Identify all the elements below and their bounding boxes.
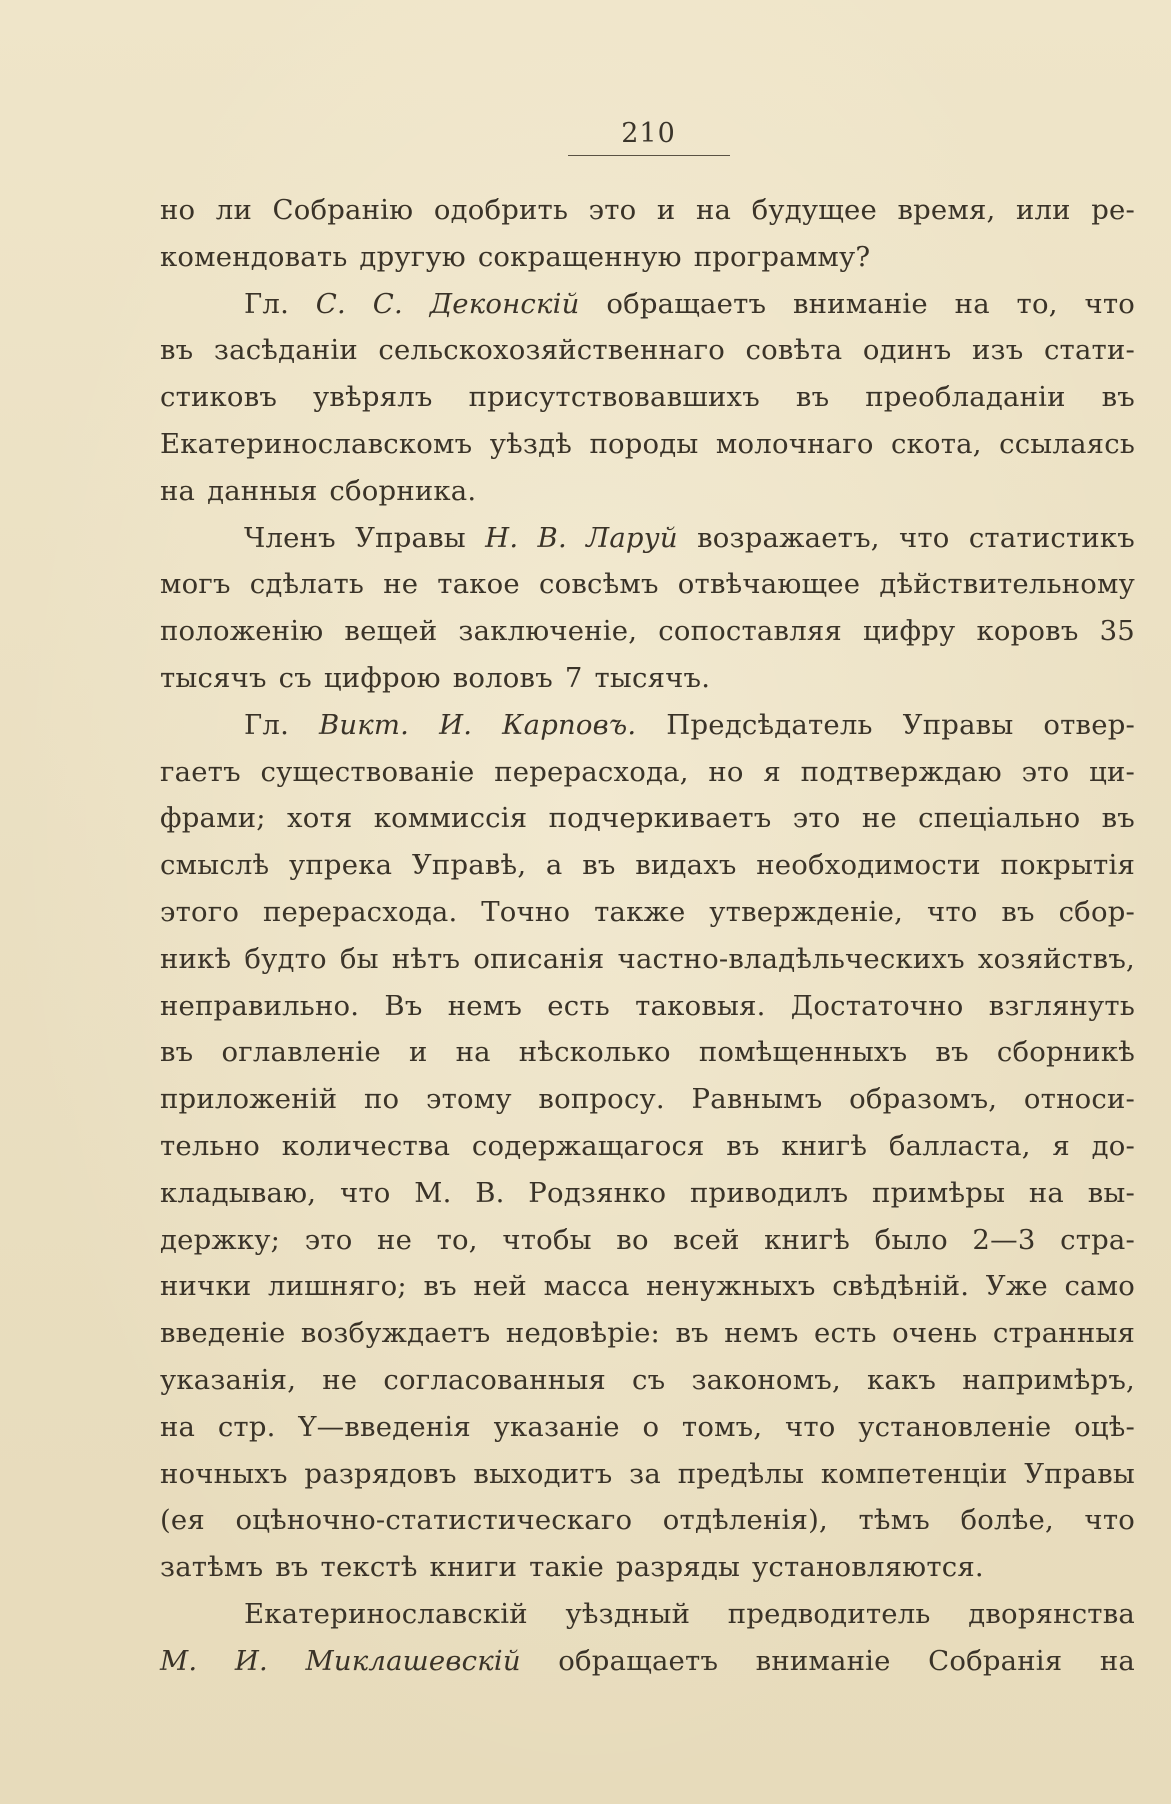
text-segment: возражаетъ, что статистикъ (677, 521, 1136, 554)
text-line: затѣмъ въ текстѣ книги такіе разряды установляются. (160, 1551, 984, 1584)
text-line: стиковъ увѣрялъ присутствовавшихъ въ преобладаніи въ (160, 381, 1135, 414)
body-text (160, 187, 1135, 1685)
page-number: 210 (621, 118, 676, 149)
text-line: указанія, не согласованныя съ закономъ, какъ напримѣръ, (160, 1363, 1135, 1396)
header-rule (568, 155, 730, 156)
text-line: но ли Собранію одобрить это и на будущее время, или ре- (160, 194, 1135, 226)
text-line: тысячъ съ цифрою воловъ 7 тысячъ. (160, 661, 711, 694)
text-line: на данныя сборника. (160, 474, 477, 507)
text-line: этого перерасхода. Точно также утвержденіе, что въ сбор- (160, 895, 1135, 928)
text-line: гаетъ существованіе перерасхода, но я подтверждаю это ци- (160, 755, 1135, 788)
text-segment: Гл. (244, 287, 316, 320)
text-line (160, 281, 1135, 328)
text-line: приложеній по этому вопросу. Равнымъ образомъ, относи- (160, 1083, 1135, 1116)
text-line: ночныхъ разрядовъ выходитъ за предѣлы компетенціи Управы (160, 1457, 1135, 1490)
text-line: положенію вещей заключеніе, сопоставляя цифру коровъ 35 (160, 615, 1135, 648)
text-segment: Членъ Управы (244, 521, 486, 554)
text-line: фрами; хотя коммиссія подчеркиваетъ это не спеціально въ (160, 802, 1135, 835)
text-segment: Предсѣдатель Управы отвер- (636, 708, 1135, 741)
text-line: Екатеринославскій уѣздный предводитель дворянства (244, 1597, 1135, 1630)
text-line (160, 515, 1135, 562)
text-line: на стр. Y—введенія указаніе о томъ, что установленіе оцѣ- (160, 1410, 1135, 1443)
text-line: въ оглавленіе и на нѣсколько помѣщенныхъ въ сборникѣ (160, 1036, 1135, 1069)
person-name: Викт. И. Карповъ. (318, 708, 637, 741)
text-segment: Гл. (244, 708, 319, 741)
person-name: М. И. Миклашевскій (160, 1644, 521, 1677)
text-line: нички лишняго; въ ней масса ненужныхъ свѣдѣній. Уже само (160, 1270, 1135, 1303)
text-line (160, 702, 1135, 749)
text-line: неправильно. Въ немъ есть таковыя. Достаточно взглянуть (160, 989, 1135, 1022)
text-line: могъ сдѣлать не такое совсѣмъ отвѣчающее дѣйствительному (160, 568, 1135, 601)
text-line: никѣ будто бы нѣтъ описанія частно-владѣльческихъ хозяйствъ, (160, 942, 1135, 975)
text-segment: обращаетъ вниманіе на то, что (579, 287, 1135, 320)
text-line: держку; это не то, чтобы во всей книгѣ было 2—3 стра- (160, 1223, 1135, 1256)
person-name: С. С. Деконскій (315, 287, 580, 320)
text-line: (ея оцѣночно-статистическаго отдѣленія), тѣмъ болѣе, что (160, 1504, 1135, 1537)
text-line: смыслѣ упрека Управѣ, а въ видахъ необходимости покрытія (160, 849, 1135, 882)
text-line: въ засѣданіи сельскохозяйственнаго совѣта одинъ изъ стати- (160, 334, 1135, 367)
text-line: введеніе возбуждаетъ недовѣріе: въ немъ есть очень странныя (160, 1317, 1135, 1350)
person-name: Н. В. Ларуй (485, 521, 678, 554)
text-line: Екатеринославскомъ уѣздѣ породы молочнаго скота, ссылаясь (160, 427, 1135, 460)
text-line (160, 1638, 1135, 1685)
text-line: кладываю, что М. В. Родзянко приводилъ примѣры на вы- (160, 1176, 1135, 1209)
text-segment: обращаетъ вниманіе Собранія на (520, 1644, 1136, 1677)
text-line: тельно количества содержащагося въ книгѣ балласта, я до- (160, 1129, 1135, 1162)
text-line: комендовать другую сокращенную программу? (160, 240, 871, 273)
